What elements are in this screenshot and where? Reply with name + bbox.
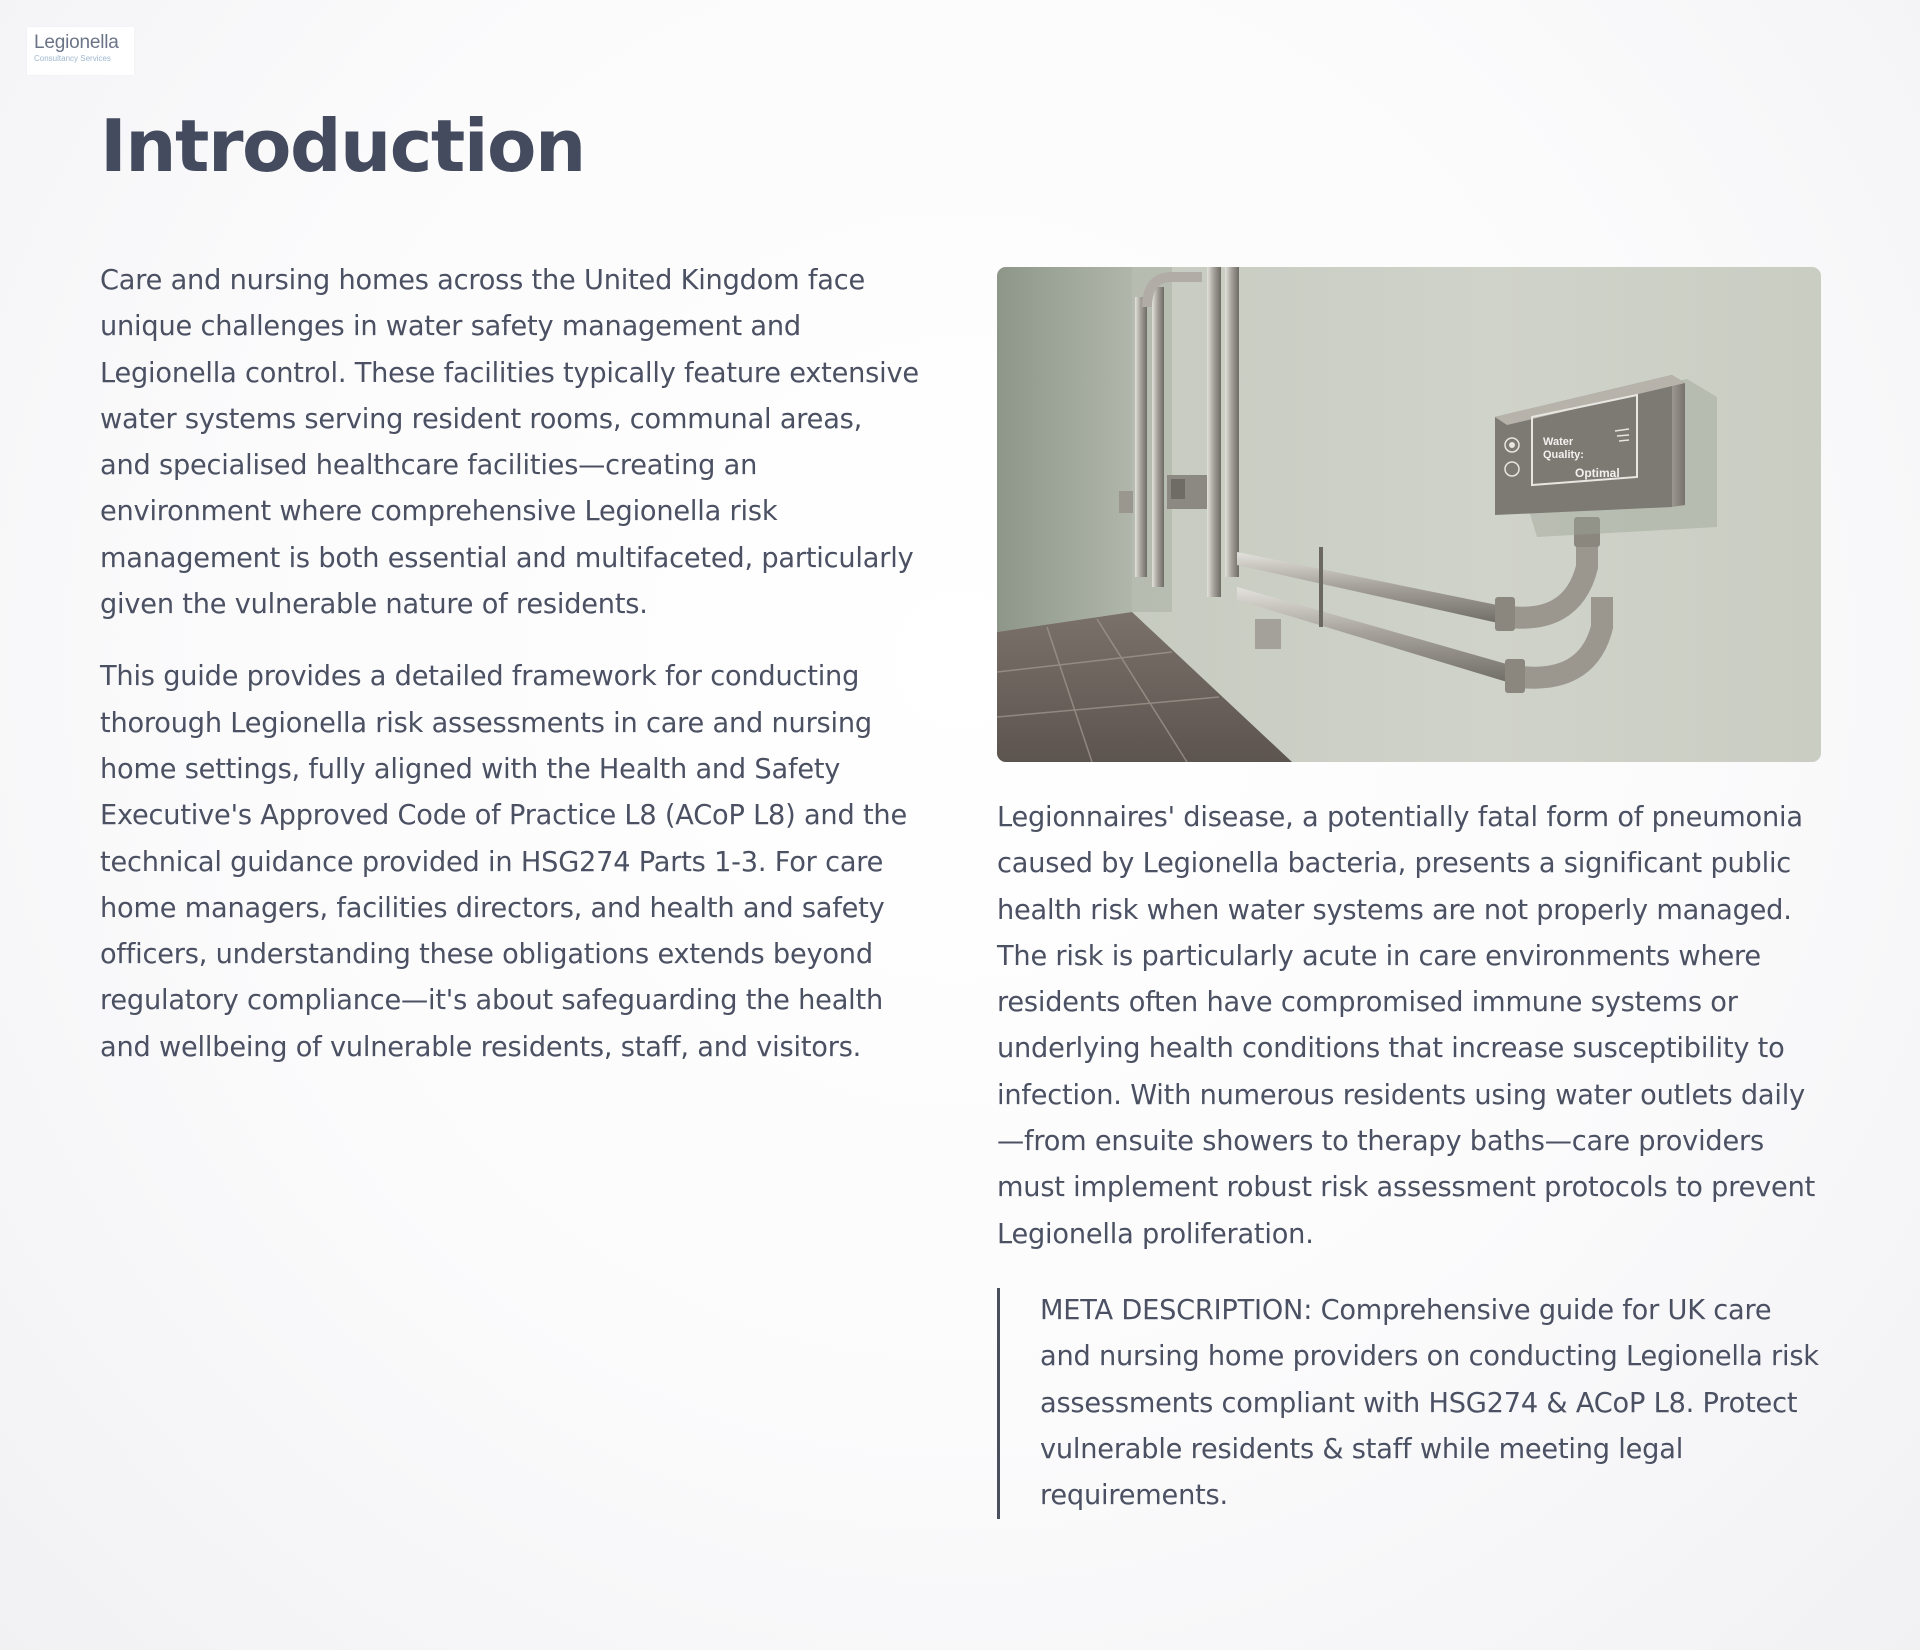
company-logo[interactable]: [27, 27, 134, 75]
right-column: [997, 267, 1821, 1519]
meta-description-text: META DESCRIPTION: Comprehensive guide for UK care and nursing home providers on conducting Legionella risk assessments compliant with HSG274 & ACoP L8. Protect vulnerable residents & staff while meeting legal requirements.: [1040, 1294, 1819, 1512]
meta-description-quote: [997, 1288, 1821, 1519]
panel-label-line2: Quality:: [1543, 449, 1584, 461]
panel-status: Optimal: [1575, 466, 1620, 480]
water-system-illustration: [997, 267, 1821, 762]
page-title: Introduction: [100, 104, 585, 188]
legionnaires-paragraph: Legionnaires' disease, a potentially fatal form of pneumonia caused by Legionella bacteria, presents a significant public health risk when water systems are not properly managed. The risk is particularly acute in care environments where residents often have compromised immune systems or underlying health conditions that increase susceptibility to infection. With numerous residents using water outlets daily—from ensuite showers to therapy baths—care providers must implement robust risk assessment protocols to prevent Legionella proliferation.: [997, 802, 1816, 1250]
intro-paragraph-2: This guide provides a detailed framework for conducting thorough Legionella risk assessments in care and nursing home settings, fully aligned with the Health and Safety Executive's Approved Code of Practice L8 (ACoP L8) and the technical guidance provided in HSG274 Parts 1-3. For care home managers, facilities directors, and health and safety officers, understanding these obligations extends beyond regulatory compliance—it's about safeguarding the health and wellbeing of vulnerable residents, staff, and visitors.: [100, 661, 907, 1063]
logo-wordmark: Legionella: [34, 32, 119, 53]
panel-label-line1: Water: [1543, 436, 1574, 448]
logo-tagline: Consultancy Services: [34, 54, 111, 63]
left-column: [100, 258, 920, 1097]
intro-paragraph-1: Care and nursing homes across the United Kingdom face unique challenges in water safety management and Legionella control. These facilities typically feature extensive water systems serving resident rooms, communal areas, and specialised healthcare facilities—creating an environment where comprehensive Legionella risk management is both essential and multifaceted, particularly given the vulnerable nature of residents.: [100, 265, 919, 621]
